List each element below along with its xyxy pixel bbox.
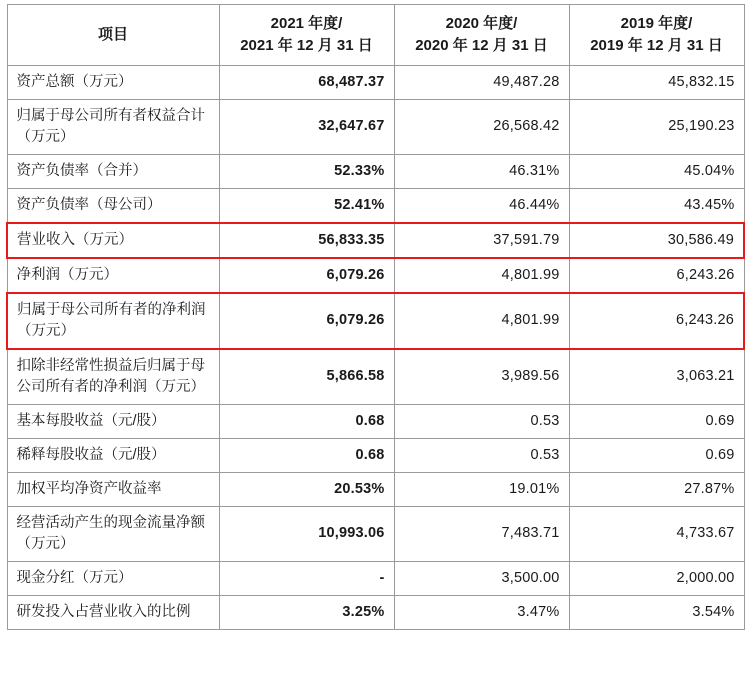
cell-value: 4,801.99	[394, 258, 569, 293]
cell-value: 3.25%	[219, 595, 394, 629]
cell-value: 0.69	[569, 404, 744, 438]
cell-value: 3.54%	[569, 595, 744, 629]
table-row	[7, 349, 744, 405]
financial-summary-table	[6, 4, 745, 630]
cell-value: 6,079.26	[219, 293, 394, 349]
cell-value: 26,568.42	[394, 99, 569, 154]
cell-value: 4,733.67	[569, 506, 744, 561]
row-label: 资产总额（万元）	[7, 65, 219, 99]
column-header-2020-line1: 2020 年度/	[445, 15, 518, 32]
table-header-row	[7, 5, 744, 66]
cell-value: 6,079.26	[219, 258, 394, 293]
table-header	[7, 5, 744, 66]
cell-value: 0.69	[569, 438, 744, 472]
column-header-2019-line1: 2019 年度/	[620, 15, 693, 32]
table-row	[7, 154, 744, 188]
column-header-2020-line2: 2020 年 12 月 31 日	[415, 36, 548, 54]
row-label: 归属于母公司所有者的净利润（万元）	[7, 293, 219, 349]
cell-value: 2,000.00	[569, 561, 744, 595]
cell-value: 0.53	[394, 404, 569, 438]
cell-value: 32,647.67	[219, 99, 394, 154]
table-row	[7, 595, 744, 629]
cell-value: 4,801.99	[394, 293, 569, 349]
cell-value: 49,487.28	[394, 65, 569, 99]
cell-value: 0.53	[394, 438, 569, 472]
column-header-2020	[394, 5, 569, 66]
row-label: 现金分红（万元）	[7, 561, 219, 595]
cell-value: 56,833.35	[219, 223, 394, 258]
table-row	[7, 472, 744, 506]
table-row	[7, 293, 744, 349]
cell-value: 3,500.00	[394, 561, 569, 595]
row-label: 净利润（万元）	[7, 258, 219, 293]
cell-value: 52.33%	[219, 154, 394, 188]
cell-value: 30,586.49	[569, 223, 744, 258]
row-label: 资产负债率（合并）	[7, 154, 219, 188]
cell-value: 10,993.06	[219, 506, 394, 561]
column-header-2021-line2: 2021 年 12 月 31 日	[240, 36, 373, 54]
cell-value: 37,591.79	[394, 223, 569, 258]
cell-value: 20.53%	[219, 472, 394, 506]
column-header-2019	[569, 5, 744, 66]
cell-value: 68,487.37	[219, 65, 394, 99]
column-header-2021	[219, 5, 394, 66]
table-body	[7, 65, 744, 629]
cell-value: 3,063.21	[569, 349, 744, 405]
cell-value: 43.45%	[569, 188, 744, 223]
row-label: 稀释每股收益（元/股）	[7, 438, 219, 472]
column-header-item	[7, 5, 219, 66]
cell-value: 25,190.23	[569, 99, 744, 154]
cell-value: 3.47%	[394, 595, 569, 629]
cell-value: 6,243.26	[569, 258, 744, 293]
table-row	[7, 438, 744, 472]
cell-value: 7,483.71	[394, 506, 569, 561]
column-header-item-line1: 项目	[97, 25, 128, 43]
cell-value: 6,243.26	[569, 293, 744, 349]
cell-value: 27.87%	[569, 472, 744, 506]
row-label: 研发投入占营业收入的比例	[7, 595, 219, 629]
row-label: 加权平均净资产收益率	[7, 472, 219, 506]
table-row	[7, 188, 744, 223]
cell-value: 0.68	[219, 404, 394, 438]
cell-value: 45.04%	[569, 154, 744, 188]
cell-value: -	[219, 561, 394, 595]
cell-value: 3,989.56	[394, 349, 569, 405]
column-header-2021-line1: 2021 年度/	[270, 15, 343, 32]
row-label: 营业收入（万元）	[7, 223, 219, 258]
cell-value: 46.31%	[394, 154, 569, 188]
table-row	[7, 258, 744, 293]
table-row	[7, 65, 744, 99]
row-label: 资产负债率（母公司）	[7, 188, 219, 223]
table-row	[7, 99, 744, 154]
cell-value: 52.41%	[219, 188, 394, 223]
cell-value: 45,832.15	[569, 65, 744, 99]
row-label: 基本每股收益（元/股）	[7, 404, 219, 438]
row-label: 经营活动产生的现金流量净额（万元）	[7, 506, 219, 561]
cell-value: 19.01%	[394, 472, 569, 506]
cell-value: 5,866.58	[219, 349, 394, 405]
table-row	[7, 561, 744, 595]
row-label: 归属于母公司所有者权益合计（万元）	[7, 99, 219, 154]
cell-value: 46.44%	[394, 188, 569, 223]
table-row	[7, 404, 744, 438]
table-row	[7, 506, 744, 561]
table-row	[7, 223, 744, 258]
row-label: 扣除非经常性损益后归属于母公司所有者的净利润（万元）	[7, 349, 219, 405]
column-header-2019-line2: 2019 年 12 月 31 日	[590, 36, 723, 54]
cell-value: 0.68	[219, 438, 394, 472]
